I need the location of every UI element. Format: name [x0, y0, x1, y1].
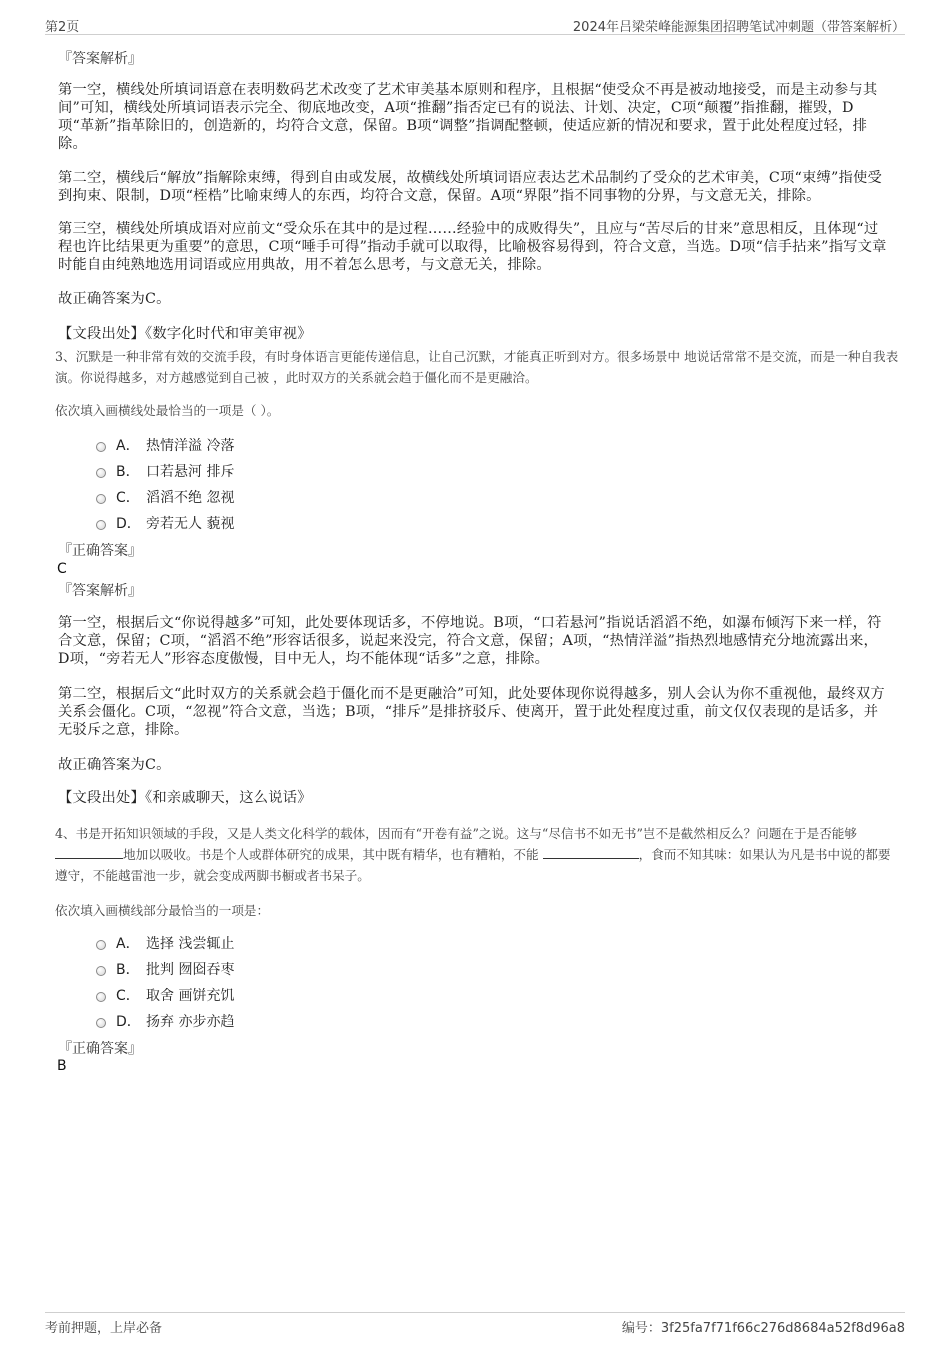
q4-correct-label: 『正确答案』 — [58, 1041, 142, 1057]
q4-blank-1 — [55, 845, 123, 859]
footer-slogan: 考前押题，上岸必备 — [45, 1321, 163, 1336]
document-code: 编号：3f25fa7f71f66c276d8684a52f8d96a8 — [621, 1321, 905, 1336]
q2-analysis-para-2: 第二空，横线后“解放”指解除束缚，得到自由或发展，故横线处所填词语应表达艺术品制约了受众的艺术审美，C项“束缚”指使受到拘束、限制，D项“桎梏”比喻束缚人的东西，均符合文意，保留。A项“界限”指不同事物的分界，与文意无关，排除。 — [58, 170, 883, 204]
radio-icon[interactable] — [96, 520, 106, 530]
q2-analysis-label: 『答案解析』 — [58, 51, 142, 67]
radio-icon[interactable] — [96, 468, 106, 478]
radio-icon[interactable] — [96, 442, 106, 452]
q4-stem: 4、书是开拓知识领域的手段，又是人类文化科学的载体，因而有“开卷有益”之说。这与“尽信书不如无书”岂不是截然相反么？问题在于是否能够地加以吸收。书是个人或群体研究的成果，其中既有精华，也有糟粕，不能 ，食而不知其味：如果认为凡是书中说的都要遵守，不能越雷池一步，就会变成两脚书橱或者书呆子。 — [55, 826, 891, 883]
radio-icon[interactable] — [96, 966, 106, 976]
q4-instruction: 依次填入画横线部分最恰当的一项是： — [55, 903, 270, 918]
q2-conclusion: 故正确答案为C。 — [58, 291, 171, 307]
radio-icon[interactable] — [96, 494, 106, 504]
radio-icon[interactable] — [96, 1018, 106, 1028]
q3-options — [96, 432, 234, 536]
q4-correct-answer: B — [57, 1058, 67, 1074]
q2-source: 【文段出处】《数字化时代和审美审视》 — [58, 326, 312, 342]
q3-instruction: 依次填入画横线处最恰当的一项是（ ）。 — [55, 403, 280, 418]
q3-source: 【文段出处】《和亲戚聊天，这么说话》 — [58, 790, 312, 806]
q3-analysis-para-2: 第二空，根据后文“此时双方的关系就会趋于僵化而不是更融洽”可知，此处要体现你说得越多，别人会认为你不重视他，最终双方关系会僵化。C项，“忽视”符合文意，当选；B项，“排斥”是排挤驳斥、使离开，置于此处程度过重，前文仅仅表现的是话多，并无驳斥之意，排除。 — [58, 686, 885, 738]
q3-conclusion: 故正确答案为C。 — [58, 757, 171, 773]
q2-analysis-para-3: 第三空，横线处所填成语对应前文“受众乐在其中的是过程……经验中的成败得失”，且应与“苦尽后的甘来”意思相反，且体现“过程也许比结果更为重要”的意思，C项“唾手可得”指动手就可以取得，比喻极容易得到，符合文意，当选。D项“信手拈来”指写文章时能自由纯熟地选用词语或应用典故，用不着怎么思考，与文意无关，排除。 — [58, 221, 887, 273]
page-number: 第2页 — [45, 20, 80, 35]
page-footer — [45, 1312, 905, 1335]
q3-option-b[interactable]: B． 口若悬河 排斥 — [96, 458, 234, 484]
q4-option-b[interactable]: B． 批判 囫囵吞枣 — [96, 956, 234, 982]
q4-option-d[interactable]: D． 扬弃 亦步亦趋 — [96, 1008, 234, 1034]
q4-blank-2 — [543, 845, 639, 859]
q3-analysis-para-1: 第一空，根据后文“你说得越多”可知，此处要体现话多，不停地说。B项，“口若悬河”指说话滔滔不绝，如瀑布倾泻下来一样，符合文意，保留；C项，“滔滔不绝”形容话很多，说起来没完，符合文意，保留；A项，“热情洋溢”指热烈地感情充分地流露出来，D项，“旁若无人”形容态度傲慢，目中无人，均不能体现“话多”之意，排除。 — [58, 615, 882, 667]
document-title: 2024年吕梁荣峰能源集团招聘笔试冲刺题（带答案解析） — [572, 20, 905, 35]
q3-option-d[interactable]: D． 旁若无人 藐视 — [96, 510, 234, 536]
page-header — [45, 14, 905, 35]
q3-analysis-label: 『答案解析』 — [58, 583, 142, 599]
q4-options — [96, 930, 234, 1034]
radio-icon[interactable] — [96, 992, 106, 1002]
q3-option-c[interactable]: C． 滔滔不绝 忽视 — [96, 484, 234, 510]
radio-icon[interactable] — [96, 940, 106, 950]
q4-option-c[interactable]: C． 取舍 画饼充饥 — [96, 982, 234, 1008]
q3-correct-label: 『正确答案』 — [58, 543, 142, 559]
q4-option-a[interactable]: A． 选择 浅尝辄止 — [96, 930, 234, 956]
q3-option-a[interactable]: A． 热情洋溢 冷落 — [96, 432, 234, 458]
q3-correct-answer: C — [57, 561, 67, 577]
q3-stem: 3、沉默是一种非常有效的交流手段，有时身体语言更能传递信息，让自己沉默，才能真正听到对方。很多场景中 地说话常常不是交流，而是一种自我表演。你说得越多，对方越感觉到自己被 ，此时双方的关系就会趋于僵化而不是更融洽。 — [55, 349, 899, 385]
q2-analysis-para-1: 第一空，横线处所填词语意在表明数码艺术改变了艺术审美基本原则和程序，且根据“使受众不再是被动地接受，而是主动参与其间”可知，横线处所填词语表示完全、彻底地改变，A项“推翻”指否定已有的说法、计划、决定，C项“颠覆”指推翻，摧毁，D项“革新”指革除旧的，创造新的，均符合文意，保留。B项“调整”指调配整顿，使适应新的情况和要求，置于此处程度过轻，排除。 — [58, 82, 878, 152]
